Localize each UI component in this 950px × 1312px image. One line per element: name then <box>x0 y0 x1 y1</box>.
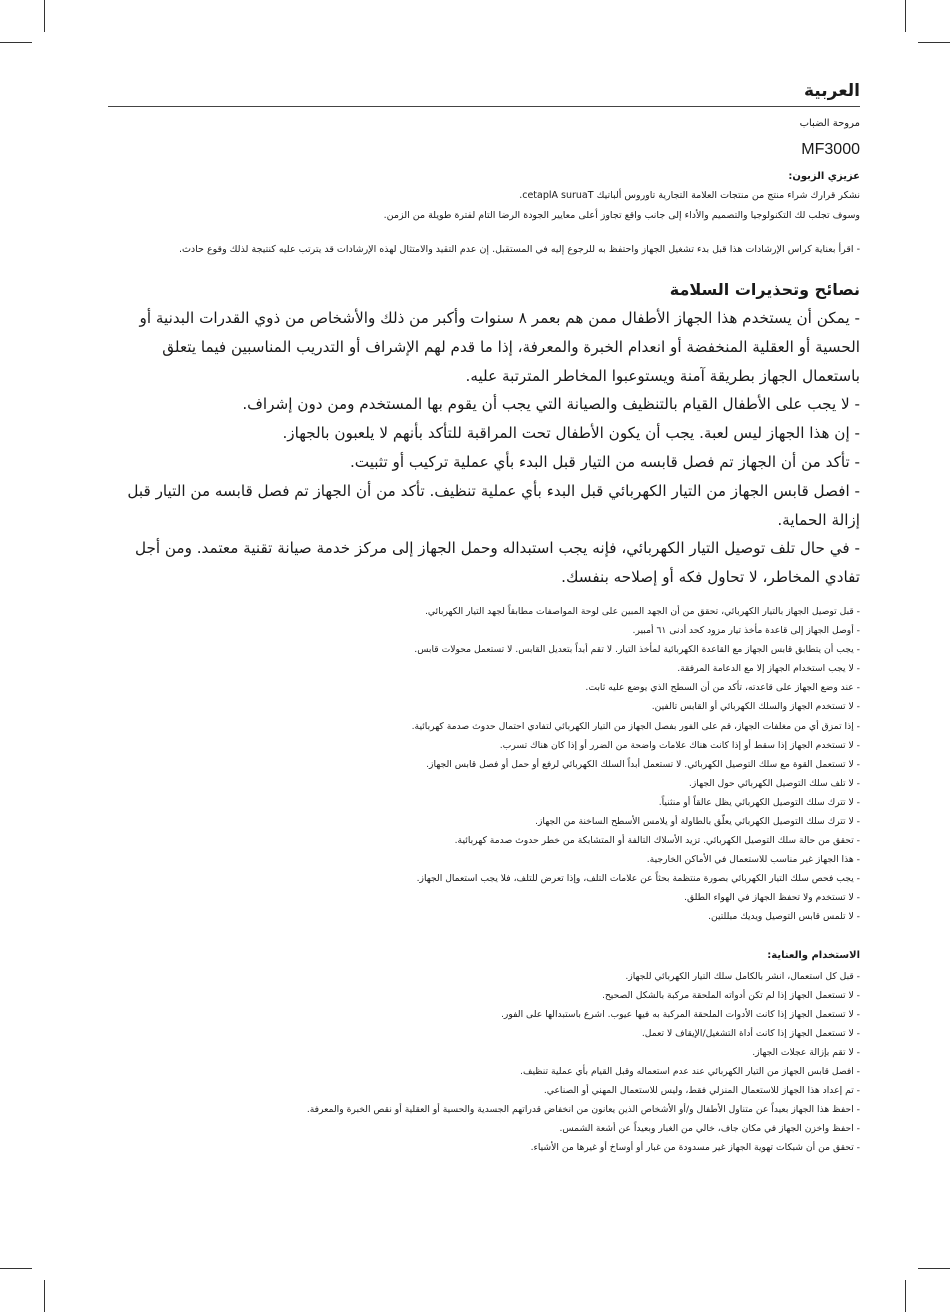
list-item: - إن هذا الجهاز ليس لعبة. يجب أن يكون الأطفال تحت المراقبة للتأكد بأنهم لا يلعبون بالجهاز. <box>282 424 860 443</box>
list-item: - احفظ واخزن الجهاز في مكان جاف، خالي من الغبار وبعيداً عن أشعة الشمس. <box>559 1123 860 1135</box>
care-title: الاستخدام والعناية: <box>767 949 860 961</box>
list-item: - لا تستعمل الجهاز إذا لم تكن أدواته الملحقة مركبة بالشكل الصحيح. <box>601 989 860 1001</box>
crop-mark <box>905 1280 906 1312</box>
intro-line-2: وسوف تجلب لك التكنولوجيا والتصميم والأداء إلى جانب واقع تجاوز أعلى معايير الجودة الرضا التام لفترة طويلة من الزمن. <box>383 210 860 221</box>
crop-mark <box>44 1280 45 1312</box>
list-item: - لا تلف سلك التوصيل الكهربائي حول الجهاز. <box>688 777 860 789</box>
list-item: - لا تترك سلك التوصيل الكهربائي يظل عالقاً أو منثنياً. <box>658 796 860 808</box>
crop-mark <box>905 0 906 32</box>
safety-main-list <box>108 304 860 592</box>
greeting: عزيزي الزبون: <box>788 171 860 182</box>
intro-line-1: نشكر قرارك شراء منتج من منتجات العلامة التجارية تاوروس ألباتيك cetaplA suruaT. <box>519 190 860 201</box>
list-item: - أوصل الجهاز إلى قاعدة مأخذ تيار مزود كحد أدنى ٦١ أمبير. <box>632 625 860 637</box>
list-item: - يجب فحص سلك التيار الكهربائي بصورة منتظمة بحثاً عن علامات التلف، وإذا تعرض للتلف، فلا يجب استعمال الجهاز. <box>416 873 860 885</box>
list-item: - عند وضع الجهاز على قاعدته، تأكد من أن السطح الذي يوضع عليه ثابت. <box>585 682 860 694</box>
list-item: - تحقق من أن شبكات تهوية الجهاز غير مسدودة من غبار أو أوساخ أو غيرها من الأشياء. <box>530 1142 860 1154</box>
list-item: - إذا تمزق أي من مغلفات الجهاز، قم على الفور بفصل الجهاز من التيار الكهربائي لتفادي احتمال حدوث صدمة كهربائية. <box>411 720 860 732</box>
list-item: - لا تلمس قابس التوصيل ويديك مبللتين. <box>708 911 860 923</box>
manual-page <box>108 78 860 1158</box>
list-item: - يمكن أن يستخدم هذا الجهاز الأطفال ممن هم بعمر ٨ سنوات وأكبر من ذلك والأشخاص من ذوي القدرات البدنية أو الحسية أو العقلية المنخفضة أو انعدام الخبرة والمعرفة، إذا ما قدم لهم الإشراف أو التدريب المناسبين فيما يتعلق باستعمال الجهاز بطريقة آمنة ويستوعبوا المخاطر المترتبة عليه. <box>139 309 860 385</box>
list-item: - احفظ هذا الجهاز بعيداً عن متناول الأطفال و/أو الأشخاص الذين يعانون من انخفاض قدراتهم الجسدية والحسية أو العقلية أو نقص الخبرة والمعرفة. <box>306 1104 860 1116</box>
list-item: - لا تستخدم الجهاز والسلك الكهربائي أو القابس تالفين. <box>651 701 860 713</box>
list-item: - تأكد من أن الجهاز تم فصل قابسه من التيار قبل البدء بأي عملية تركيب أو تثبيت. <box>349 452 860 471</box>
crop-mark <box>918 42 950 43</box>
crop-mark <box>44 0 45 32</box>
list-item: - يجب أن يتطابق قابس الجهاز مع القاعدة الكهربائية لمأخذ التيار. لا تقم أبداً بتعديل القابس. لا تستعمل محولات قابس. <box>414 644 860 656</box>
list-item: - تم إعداد هذا الجهاز للاستعمال المنزلي فقط، وليس للاستعمال المهني أو الصناعي. <box>543 1085 860 1097</box>
safety-title: نصائح وتحذيرات السلامة <box>669 280 860 299</box>
list-item: - هذا الجهاز غير مناسب للاستعمال في الأماكن الخارجية. <box>646 854 860 866</box>
list-item: - قبل توصيل الجهاز بالتيار الكهربائي، تحقق من أن الجهد المبين على لوحة المواصفات مطابقاً لجهد التيار الكهربائي. <box>424 605 860 617</box>
product-name: مروحة الضباب <box>799 118 860 129</box>
list-item: - لا تستعمل القوة مع سلك التوصيل الكهربائي. لا تستعمل أبداً السلك الكهربائي لرفع أو حمل أو فصل قابس الجهاز. <box>426 758 860 770</box>
crop-mark <box>918 1268 950 1269</box>
safety-detail-list <box>108 602 860 927</box>
list-item: - افصل قابس الجهاز من التيار الكهربائي عند عدم استعماله وقبل القيام بأي عملية تنظيف. <box>520 1066 860 1078</box>
model-number: MF3000 <box>801 141 860 158</box>
list-item: - في حال تلف توصيل التيار الكهربائي، فإنه يجب استبداله وحمل الجهاز إلى مركز خدمة صيانة تقنية معتمد. ومن أجل تفادي المخاطر، لا تحاول فكه أو إصلاحه بنفسك. <box>134 539 860 587</box>
list-item: - لا تقم بإزالة عجلات الجهاز. <box>752 1046 860 1058</box>
list-item: - لا يجب على الأطفال القيام بالتنظيف والصيانة التي يجب أن يقوم بها المستخدم ومن دون إشراف. <box>242 395 860 414</box>
list-item: - افصل قابس الجهاز من التيار الكهربائي قبل البدء بأي عملية تنظيف. تأكد من أن الجهاز تم فصل قابسه من التيار قبل إزالة الحماية. <box>127 481 860 529</box>
list-item: - قبل كل استعمال، انشر بالكامل سلك التيار الكهربائي للجهاز. <box>625 970 860 982</box>
list-item: - تحقق من حالة سلك التوصيل الكهربائي. تزيد الأسلاك التالفة أو المتشابكة من خطر حدوث صدمة كهربائية. <box>454 835 860 847</box>
list-item: - لا تترك سلك التوصيل الكهربائي يعلّق بالطاولة أو يلامس الأسطح الساخنة من الجهاز. <box>535 816 860 827</box>
list-item: - لا تستعمل الجهاز إذا كانت أداة التشغيل/الإيقاف لا تعمل. <box>641 1027 860 1039</box>
crop-mark <box>0 42 32 43</box>
read-instructions-notice: - اقرأ بعناية كراس الإرشادات هذا قبل بدء تشغيل الجهاز واحتفظ به للرجوع إليه في المستقبل. إن عدم التقيد والامتثال لهذه الإرشادات قد يترتب عليه كنتيجة لذلك وقوع حادث. <box>178 244 860 255</box>
list-item: - لا تستخدم ولا تحفظ الجهاز في الهواء الطلق. <box>684 892 860 904</box>
crop-mark <box>0 1268 32 1269</box>
list-item: - لا تستعمل الجهاز إذا كانت الأدوات الملحقة المركبة به فيها عيوب. اشرع باستبدالها على الفور. <box>501 1008 860 1020</box>
language-heading: العربية <box>108 78 860 107</box>
list-item: - لا تستخدم الجهاز إذا سقط أو إذا كانت هناك علامات واضحة من الضرر أو إذا كان هناك تسرب. <box>499 739 860 751</box>
care-list <box>108 967 860 1158</box>
list-item: - لا يجب استخدام الجهاز إلا مع الدعامة المرفقة. <box>677 663 860 675</box>
